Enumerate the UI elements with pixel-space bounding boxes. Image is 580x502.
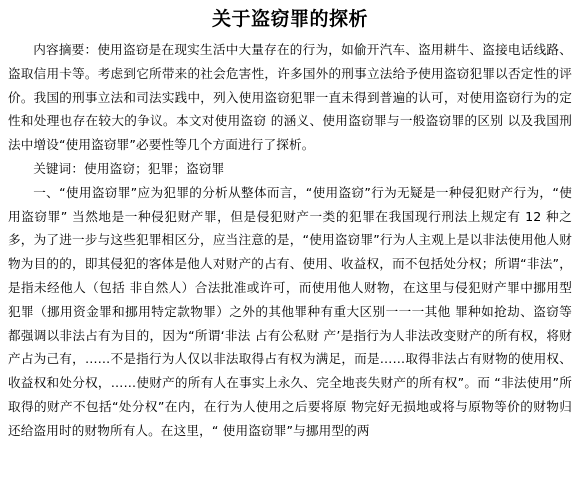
keywords-paragraph: 关键词：使用盗窃；犯罪；盗窃罪 <box>33 160 225 176</box>
abstract-paragraph: 内容摘要：使用盗窃是在现实生活中大量存在的行为，如偷开汽车、盗用耕牛、盗接电话线路、盗取信用卡等。考虑到它所带来的社会危害性，许多国外的刑事立法给予使用盗窃犯罪以否定性的评价。我国的刑事立法和司法实践中，列入使用盗窃犯罪一直未得到普遍的认可，对使用盗窃行为的定性和处理也存在较大的争议。本文对使用盗窃 的涵义、使用盗窃罪与一般盗窃罪的区别 以及我国刑法中增设“使用盗窃罪”必要性等几个方面进行了探析。 <box>8 42 572 153</box>
body-paragraph: 一、“使用盗窃罪”应为犯罪的分析从整体而言，“使用盗窃”行为无疑是一种侵犯财产行为，“使用盗窃罪” 当然地是一种侵犯财产罪，但是侵犯财产一类的犯罪在我国现行刑法上规定有 12 种之多，为了进一步与这些犯罪相区分，应当注意的是，“使用盗窃罪”行为人主观上是以非法使用他人财物为目的的，即其侵犯的客体是他人对财产的占有、使用、收益权，而不包括处分权；所谓“非法”，是指未经他人（包括 非自然人）合法批准或许可，而使用他人财物，在这里与侵犯财产罪中挪用型犯罪（挪用资金罪和挪用特定款物罪）之外的其他罪种有重大区别一一一其他 罪种如抢劫、盗窃等都强调以非法占有为目的，因为“所谓‘非法 占有公私财 产’是指行为人非法改变财产的所有权，将财产占为己有，……不是指行为人仅以非法取得占有权为满足，而是……取得非法占有财物的使用权、收益权和处分权，……使财产的所有人在事实上永久、完全地丧失财产的所有权”。而 “非法使用”所取得的财产不包括“处分权”在内，在行为人使用之后要将原 物完好无损地或将与原物等价的财物归还给盗用时的财物所有人。在这里，“ 使用盗窃罪”与挪用型的两 <box>8 184 572 438</box>
document-title: 关于盗窃罪的探析 <box>211 8 368 30</box>
